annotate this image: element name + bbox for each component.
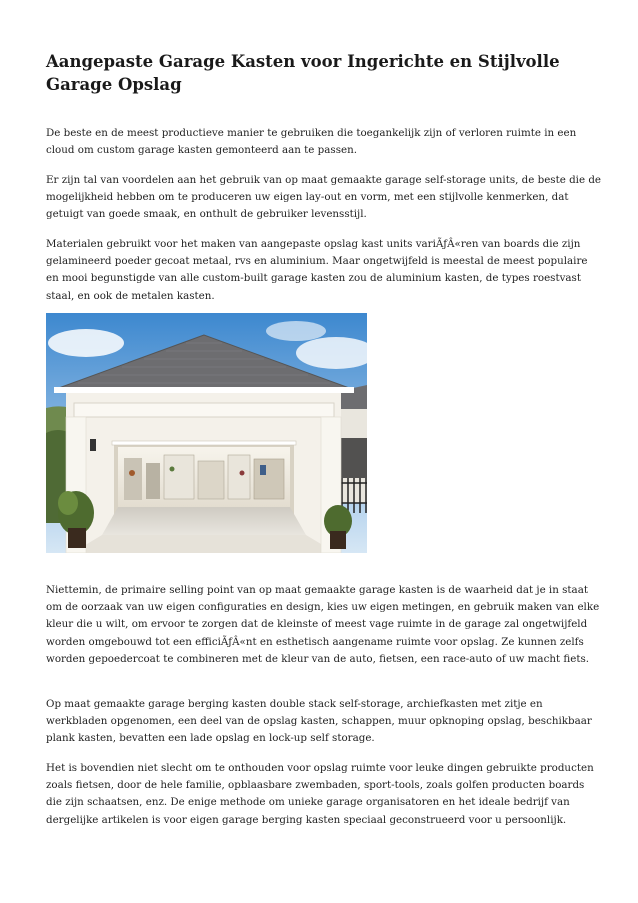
door-frame [112,441,296,445]
paragraph-2: Er zijn tal van voordelen aan het gebruik van op maat gemaakte garage self-storage units, de beste die de mogelijkheid hebben om te produceren uw eigen lay-out en vorm, met een stijlvolle kenmerken, dat getuigt van goede smaak, en onthult de gebruiker levensstijl. [46,174,602,221]
driveway [72,535,336,553]
paragraph-1: De beste en de meest productieve manier te gebruiken die toegankelijk zijn of verloren ruimte in een cloud om custom garage kasten gemonteerd aan te passen. [46,127,577,157]
plant-pot [68,528,86,548]
paragraph-6: Het is bovendien niet slecht om te onthouden voor opslag ruimte voor leuke dingen gebruikte producten zoals fietsen, door de hele familie, opblaasbare zwembaden, sport-tools, zoals golfen producten boards die zijn schaatsen, enz. De enige methode om unieke garage organisatoren en het ideale bedrijf van dergelijke artikelen is voor eigen garage berging kasten speciaal geconstrueerd voor u persoonlijk. [46,762,594,826]
paragraph-3: Materialen gebruikt voor het maken van aangepaste opslag kast units variÃƒÂ«ren van boards die zijn gelamineerd poeder gecoat metaal, rvs en aluminium. Maar ongetwijfeld is meestal de meest populaire en mooi begunstigde van alle custom-built garage kasten zou de aluminium kasten, de types roestvast staal, en ook de metalen kasten. [46,238,588,302]
plant-pot [330,531,346,549]
paragraph-5: Op maat gemaakte garage berging kasten double stack self-storage, archiefkasten met zitje en werkbladen opgenomen, een deel van de opslag kasten, schappen, muur opknoping opslag, beschikbaar plank kasten, bevatten een lade opslag en lock-up self storage. [46,698,592,745]
cloud [48,329,124,357]
page-title: Aangepaste Garage Kasten voor Ingerichte en Stijlvolle Garage Opslag [46,52,560,94]
garage-floor [102,507,306,535]
plant [58,491,78,515]
wall-lamp [90,439,96,451]
garage-photo [46,313,367,553]
trim [74,403,334,417]
cloud [266,321,326,341]
paragraph-4: Niettemin, de primaire selling point van op maat gemaakte garage kasten is de waarheid dat je in staat om de oorzaak van uw eigen configuraties en design, kies uw eigen metingen, en gebruik maken van elke kleur die u wilt, om ervoor te zorgen dat de kleinste of meest vage ruimte in de garage zal ongetwijfeld worden omgebouwd tot een efficiÃƒÂ«nt en esthetisch aangename ruimte voor opslag. Ze kunnen zelfs worden gepoedercoat te combineren met de kleur van de auto, fietsen, een race-auto of uw macht fiets. [46,584,600,665]
fascia [54,387,354,393]
side-window [338,438,367,478]
